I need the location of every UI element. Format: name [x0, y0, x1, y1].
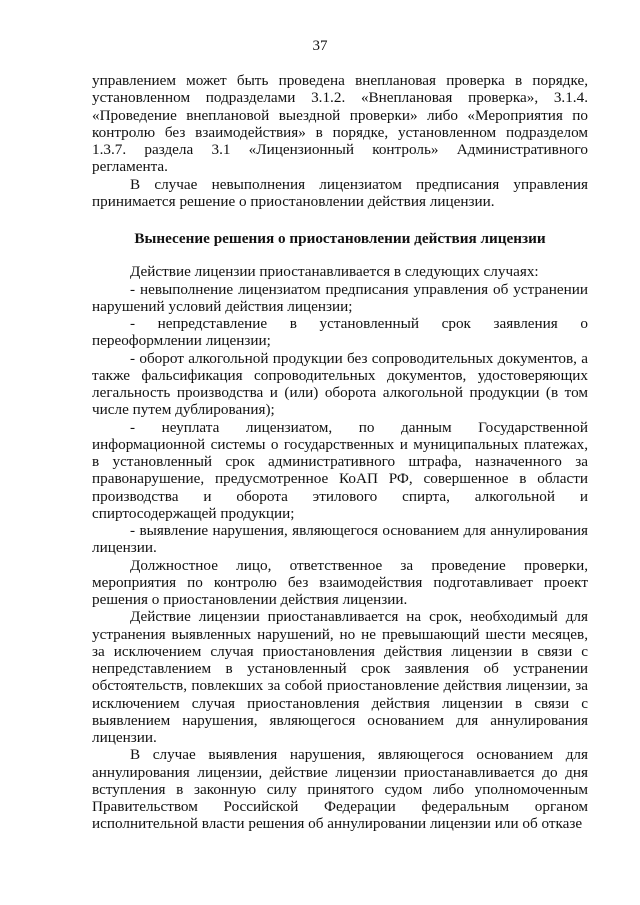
paragraph-suspension-decision: В случае невыполнения лицензиатом предписания управления принимается решение о приостановлении действия лицензии. [92, 175, 588, 210]
list-item-no-accompanying-documents: - оборот алкогольной продукции без сопроводительных документов, а также фальсификация сопроводительных документов, удостоверяющих легальность производства и (или) оборота алкогольной продукции (в том числе путем дублирования); [92, 349, 588, 419]
section-heading: Вынесение решения о приостановлении действия лицензии [134, 230, 546, 247]
paragraph-annulment-violation: В случае выявления нарушения, являющегося основанием для аннулирования лицензии, действие лицензии приостанавливается до дня вступления в законную силу принятого судом либо уполномоченным Правительством Российской Федерации федеральным органом исполнительной власти решения об аннулировании лицензии или об отказе [92, 746, 588, 833]
list-item-no-reissue-application: - непредставление в установленный срок заявления о переоформлении лицензии; [92, 315, 588, 350]
list-item-unfulfilled-order: - невыполнение лицензиатом предписания управления об устранении нарушений условий действия лицензии; [92, 280, 588, 315]
paragraph-cases-intro: Действие лицензии приостанавливается в следующих случаях: [130, 263, 539, 281]
list-item-unpaid-fine: - неуплата лицензиатом, по данным Государственной информационной системы о государственных и муниципальных платежах, в установленный срок административного штрафа, назначенного за правонарушение, предусмотренное КоАП РФ, совершенное в области производства и оборота этилового спирта, алкогольной и спиртосодержащей продукции; [92, 418, 588, 522]
paragraph-suspension-term: Действие лицензии приостанавливается на срок, необходимый для устранения выявленных нарушений, но не превышающий шести месяцев, за исключением случая приостановления действия лицензии в связи с непредставлением в установленный срок заявления об устранении обстоятельств, повлекших за собой приостановление действия лицензии, за исключением случая приостановления действия лицензии в связи с выявлением нарушения, являющегося основанием для аннулирования лицензии. [92, 608, 588, 746]
document-body [92, 72, 588, 833]
paragraph-responsible-official: Должностное лицо, ответственное за проведение проверки, мероприятия по контролю без взаимодействия подготавливает проект решения о приостановлении действия лицензии. [92, 556, 588, 608]
list-item-violation-for-annulment: - выявление нарушения, являющегося основанием для аннулирования лицензии. [92, 522, 588, 557]
paragraph-continued: управлением может быть проведена внеплановая проверка в порядке, установленном подразделами 3.1.2. «Внеплановая проверка», 3.1.4. «Проведение внеплановой выездной проверки» либо «Мероприятия по контролю без взаимодействия» в порядке, установленном подразделом 1.3.7. раздела 3.1 «Лицензионный контроль» Административного регламента. [92, 72, 588, 176]
page-number: 37 [312, 38, 328, 54]
